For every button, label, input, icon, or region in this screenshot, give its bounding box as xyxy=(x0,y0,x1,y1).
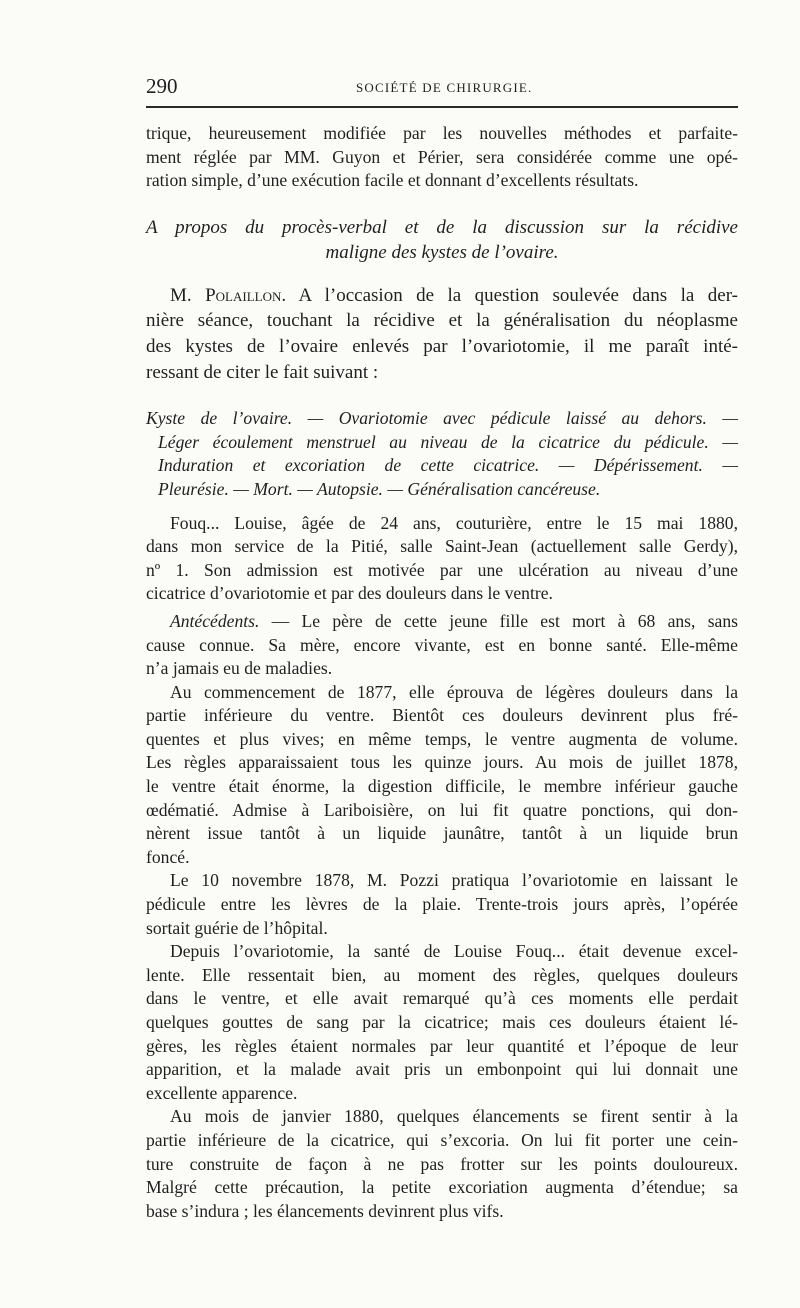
text-line: foncé. xyxy=(146,846,190,867)
paragraph xyxy=(146,512,738,606)
text-line: nº 1. Son admission est motivée par une ulcération au niveau d’une xyxy=(146,559,738,580)
paragraph xyxy=(146,681,738,870)
text-line: ration simple, d’une exécution facile et donnant d’excellents résultats. xyxy=(146,170,639,191)
text-line: Antécédents. — Le père de cette jeune fille est mort à 68 ans, sans xyxy=(170,610,738,631)
text-line: partie inférieure de la cicatrice, qui s’excoria. On lui fit porter une cein- xyxy=(146,1129,738,1150)
text-line: ture construite de façon à ne pas frotter sur les points douloureux. xyxy=(146,1153,738,1174)
paragraph-continuation xyxy=(146,122,738,193)
case-title xyxy=(146,407,738,501)
text-line: Au mois de janvier 1880, quelques élancements se firent sentir à la xyxy=(170,1106,738,1127)
paragraph-antecedents xyxy=(146,610,738,681)
header-rule xyxy=(146,106,738,108)
text-line: lente. Elle ressentait bien, au moment des règles, quelques douleurs xyxy=(146,964,738,985)
text-line: sortait guérie de l’hôpital. xyxy=(146,917,328,938)
text-line: quelques gouttes de sang par la cicatrice; mais ces douleurs étaient lé- xyxy=(146,1012,738,1032)
text-line: œdématié. Admise à Lariboisière, on lui fit quatre ponctions, qui don- xyxy=(146,799,738,820)
paragraph xyxy=(146,1105,738,1223)
text-line: dans le ventre, et elle avait remarqué qu’à ces moments elle perdait xyxy=(146,988,738,1009)
text-line: nèrent issue tantôt à un liquide jaunâtre, tantôt à un liquide brun xyxy=(146,823,738,844)
text-line: pédicule entre les lèvres de la plaie. Trente-trois jours après, l’opérée xyxy=(146,894,738,915)
running-title: SOCIÉTÉ DE CHIRURGIE. xyxy=(356,80,533,95)
text-line: Fouq... Louise, âgée de 24 ans, couturière, entre le 15 mai 1880, xyxy=(170,512,738,533)
case-title-line: Léger écoulement menstruel au niveau de la cicatrice du pédicule. — xyxy=(158,431,738,452)
page-number: 290 xyxy=(146,74,178,98)
case-title-line: Kyste de l’ovaire. — Ovariotomie avec pédicule laissé au dehors. — xyxy=(146,408,738,429)
text-line: ressant de citer le fait suivant : xyxy=(146,361,379,383)
text-line: partie inférieure du ventre. Bientôt ces douleurs devinrent plus fré- xyxy=(146,705,738,726)
text-line: Les règles apparaissaient tous les quinze jours. Au mois de juillet 1878, xyxy=(146,752,738,773)
paragraph xyxy=(146,869,738,940)
speaker-name: M. Polaillon. xyxy=(170,284,287,306)
section-heading xyxy=(146,215,738,265)
case-title-line: Pleurésie. — Mort. — Autopsie. — Généralisation cancéreuse. xyxy=(158,478,601,499)
text-line: M. Polaillon. A l’occasion de la question soulevée dans la der- xyxy=(170,284,738,306)
page-body xyxy=(146,122,738,1223)
text-line: nière séance, touchant la récidive et la généralisation du néoplasme xyxy=(146,310,738,332)
text-line: Depuis l’ovariotomie, la santé de Louise Fouq... était devenue excel- xyxy=(170,941,738,962)
speaker-paragraph xyxy=(146,283,738,385)
text-line: cicatrice d’ovariotomie et par des douleurs dans le ventre. xyxy=(146,583,553,604)
text-line: Le 10 novembre 1878, M. Pozzi pratiqua l’ovariotomie en laissant le xyxy=(170,870,738,891)
text-line: ment réglée par MM. Guyon et Périer, sera considérée comme une opé- xyxy=(146,146,738,167)
text-line: Malgré cette précaution, la petite excoriation augmenta d’étendue; sa xyxy=(146,1177,738,1198)
text-line: Au commencement de 1877, elle éprouva de légères douleurs dans la xyxy=(170,681,738,702)
subheading-antecedents: Antécédents. xyxy=(170,610,260,631)
page-header xyxy=(146,74,738,102)
text-line: le ventre était énorme, la digestion difficile, le membre inférieur gauche xyxy=(146,776,738,797)
text-line: des kystes de l’ovaire enlevés par l’ovariotomie, il me paraît inté- xyxy=(146,335,738,357)
text-line: quentes et plus vives; en même temps, le ventre augmenta de volume. xyxy=(146,728,738,749)
text-line: n’a jamais eu de maladies. xyxy=(146,658,333,679)
text-line: dans mon service de la Pitié, salle Saint-Jean (actuellement salle Gerdy), xyxy=(146,536,738,557)
paragraph xyxy=(146,940,738,1105)
heading-line: A propos du procès-verbal et de la discussion sur la récidive xyxy=(146,216,738,238)
text-line: base s’indura ; les élancements devinrent plus vifs. xyxy=(146,1200,504,1221)
heading-line: maligne des kystes de l’ovaire. xyxy=(325,241,559,263)
text-line: excellente apparence. xyxy=(146,1082,298,1103)
text-line: gères, les règles étaient normales par leur quantité et l’époque de leur xyxy=(146,1035,738,1056)
text-line: apparition, et la malade avait pris un embonpoint qui lui donnait une xyxy=(146,1059,738,1080)
text-line: trique, heureusement modifiée par les nouvelles méthodes et parfaite- xyxy=(146,123,738,143)
case-title-line: Induration et excoriation de cette cicatrice. — Dépérissement. — xyxy=(158,455,738,476)
text-line: cause connue. Sa mère, encore vivante, est en bonne santé. Elle-même xyxy=(146,634,738,655)
